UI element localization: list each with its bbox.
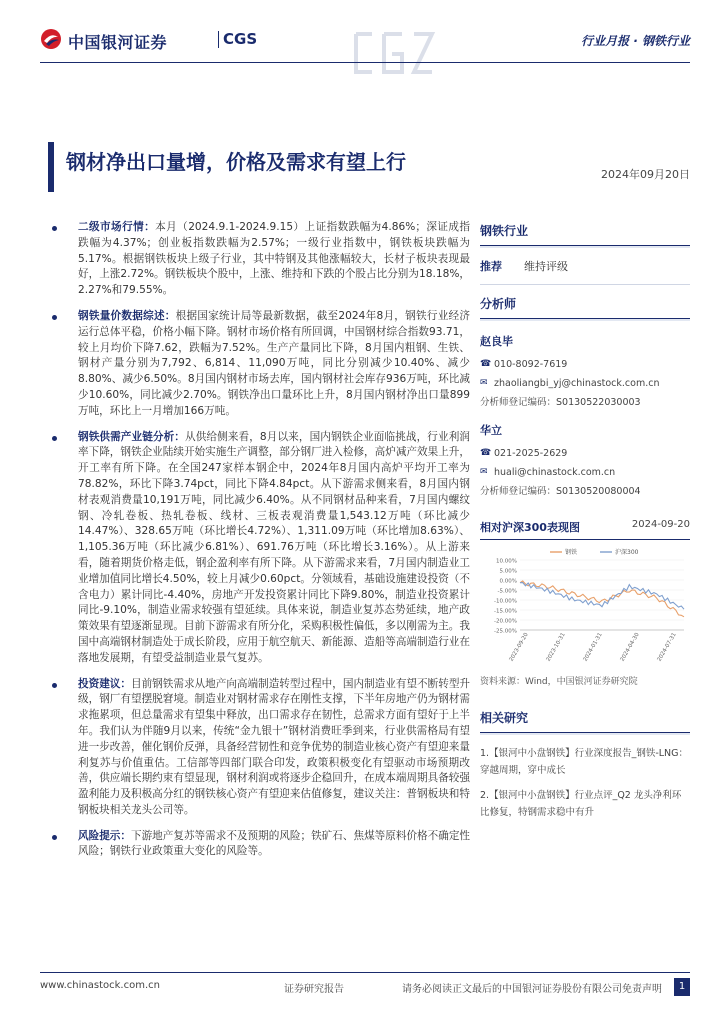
header-divider — [40, 62, 690, 63]
analyst-email[interactable] — [480, 374, 690, 393]
bullet-heading: 二级市场行情： — [78, 221, 156, 233]
related-item[interactable]: 1.【银河中小盘钢铁】行业深度报告_钢铁-LNG：穿越周期，穿中成长 — [480, 748, 689, 776]
bullet-text: 从供给侧来看，8月以来，国内钢铁企业面临挑战，行业利润率下降，钢铁企业陆续开始实施生产调整，部分钢厂进入检修，高炉减产效果上升，开工率有所下降。在全国247家样本钢企中，2024年8月国内高炉平均开工率为78.82%，环比下降3.74pct，同比下降4.84pct。从下游需求侧来看，8月国内钢材表观消费量10,191万吨，同比减少6.40%。从不同钢材品种来看，7月国内螺纹钢、冷轧卷板、热轧卷板、线材、三板表观消费量1,543.12万吨（环比减少14.47%）、328.65万吨（环比增长4.72%）、1,311.09万吨（环比增加8.63%）、1,105.36万吨（环比减少6.81%）、691.76万吨（环比增长3.16%）。从上游来看，随着期货价格走低，钢企盈利率有所下降。从下游需求来看，7月国内制造业工业增加值同比增长4.50%，较上月减少0.60pct。分领域看，基础设施建设投资（不含电力）累计同比-4.40%，房地产开发投资累计同比下降9.80%，制造业投资累计同比-9.10%，制造业需求较强有望延续。具体来说，制造业复苏态势延续，地产政策效果有望逐渐显现。目前下游需求有所分化，采购积极性偏低，多以刚需为主。我国中高端钢材制造处于成长阶段，应用于航空航天、新能源、造船等高端制造行业在落地发展期，有望受益制造业景气复苏。 — [78, 430, 470, 664]
chart-x-tick-label: 2024-07-31 — [656, 632, 678, 663]
bullet-heading: 钢铁供需产业链分析： — [78, 430, 186, 443]
chart-y-tick-label: 5.00% — [499, 568, 517, 575]
report-type-label: 行业月报 · 钢铁行业 — [581, 34, 690, 48]
analyst-card — [480, 422, 690, 501]
chart-date: 2024-09-20 — [631, 519, 690, 530]
chart-y-tick-label: -25.00% — [494, 628, 517, 635]
analyst-name: 赵良毕 — [480, 335, 513, 348]
phone-number: 010-8092-7619 — [494, 359, 568, 370]
summary-bullet-risk — [46, 829, 470, 861]
summary-bullet-market — [46, 220, 470, 299]
footer-report-label: 证券研究报告 — [284, 984, 344, 995]
bullet-dot-icon — [52, 226, 57, 231]
chart-header — [480, 519, 690, 540]
related-list — [480, 745, 690, 821]
chart-y-tick-label: -10.00% — [494, 598, 517, 605]
chart-legend-label: 钢铁 — [565, 549, 578, 556]
related-item[interactable]: 2.【银河中小盘钢铁】行业点评_Q2 龙头净利环比修复，特钢需求稳中有升 — [480, 790, 682, 818]
cgs-logo-icon — [40, 28, 62, 50]
analyst-phone — [480, 444, 690, 463]
rating-row — [480, 258, 690, 285]
sidebar — [480, 222, 690, 829]
rating-value: 维持评级 — [524, 260, 568, 273]
bullet-text: 目前钢铁需求从地产向高端制造转型过程中，国内制造业有望不断转型升级，钢厂有望摆脱窘境。制造业对钢材需求存在刚性支撑，下半年房地产仍为钢材需求拖累项，但总量需求有望集中释放，出口需求存在韧性，总需求方面有望好于上半年。我们认为伴随9月以来，传统“金九银十”钢材消费旺季到来，行业供需格局有望进一步改善，催化钢价反弹，具备经营韧性和竞争优势的制造业核心资产有望迎来量利复苏与价值重估。工信部等四部门联合印发，政策积极变化有望驱动市场预期改善，供应端长期约束有望显现，钢材利润或将逐步企稳回升，在成本端周期具备较强盈利能力及积极高分红的钢铁核心资产有望迎来估值修复，建议关注：普钢板块和特钢板块相关龙头公司等。 — [78, 677, 471, 816]
summary-bullet-investment — [46, 677, 470, 819]
footer-disclaimer: 请务必阅读正文最后的中国银河证券股份有限公司免责声明 — [402, 984, 662, 995]
bullet-dot-icon — [52, 683, 57, 688]
chart-y-tick-label: 10.00% — [496, 558, 517, 565]
analyst-phone — [480, 355, 690, 374]
phone-icon: ☎ — [480, 448, 492, 458]
chart-y-tick-label: 0.00% — [499, 578, 517, 585]
logo-english-name: CGS — [223, 30, 258, 48]
title-accent-bar — [48, 142, 54, 192]
chart-x-tick-label: 2024-04-30 — [619, 632, 641, 663]
page-header — [40, 24, 690, 58]
phone-icon: ☎ — [480, 359, 492, 369]
email-icon: ✉ — [480, 378, 488, 388]
logo-divider — [218, 31, 219, 48]
bullet-dot-icon — [52, 835, 57, 840]
chart-x-tick-label: 2023-10-31 — [545, 632, 567, 663]
industry-heading: 钢铁行业 — [480, 222, 690, 246]
report-date: 2024年09月20日 — [601, 168, 690, 181]
chart-series-line-steel — [520, 581, 684, 617]
chart-y-tick-label: -15.00% — [494, 608, 517, 615]
logo-chinese-name: 中国银河证券 — [68, 33, 168, 52]
chart-source: 资料来源：Wind，中国银河证券研究院 — [480, 677, 638, 687]
relative-performance-chart — [480, 544, 690, 670]
summary-bullet-volume-price — [46, 309, 470, 420]
chart-y-tick-label: -5.00% — [497, 588, 517, 595]
analyst-name: 华立 — [480, 424, 502, 437]
summary-bullet-supply-demand — [46, 430, 470, 667]
analyst-cert: 分析师登记编码：S0130520080004 — [480, 486, 641, 497]
chart-x-tick-label: 2023-09-20 — [508, 632, 530, 663]
page-number: 1 — [674, 978, 690, 996]
bullet-text: 根据国家统计局等最新数据，截至2024年8月，钢铁行业经济运行总体平稳，价格小幅下降。钢材市场价格有所回调，中国钢材综合指数93.71，较上月均价下降7.62，跌幅为7.52%。生产产量同比下降，8月国内粗钢、生铁、钢材产量分别为7,792、6,814、11,090万吨，同比分别减少10.40%、减少8.80%、减少6.50%。8月国内钢材市场去库，国内钢材社会库存936万吨，环比减少10.60%，同比减少2.70%。钢铁净出口量环比上升，8月国内钢材净出口量899万吨，环比上一月增加166万吨。 — [78, 309, 471, 417]
related-heading: 相关研究 — [480, 709, 690, 733]
rating-label: 推荐 — [480, 260, 502, 273]
bullet-dot-icon — [52, 436, 57, 441]
chart-legend-label: 沪深300 — [615, 549, 639, 556]
bullet-heading: 钢铁量价数据综述： — [78, 309, 176, 322]
chart-y-tick-label: -20.00% — [494, 618, 517, 625]
footer-divider — [40, 972, 690, 973]
bullet-dot-icon — [52, 315, 57, 320]
bullet-text: 本月（2024.9.1-2024.9.15）上证指数跌幅为4.86%；深证成指跌幅为4.37%；创业板指数跌幅为2.57%；一级行业指数中，钢铁板块跌幅为5.17%。根据钢铁板块上级子行业，其中特钢及其他涨幅较大，长材子板块表现最好，上涨2.72%。钢铁板块个股中，上涨、维持和下跌的个股占比分别为18.18%，2.27%和79.55%。 — [78, 221, 470, 297]
page-footer — [40, 978, 690, 996]
bullet-text: 下游地产复苏等需求不及预期的风险；铁矿石、焦煤等原料价格不确定性风险；钢铁行业政策重大变化的风险等。 — [78, 829, 471, 858]
chart-svg — [480, 544, 690, 670]
bullet-heading: 风险提示： — [78, 829, 131, 842]
summary-section — [46, 220, 470, 870]
report-title: 钢材净出口量增，价格及需求有望上行 — [66, 150, 406, 174]
bullet-heading: 投资建议： — [78, 677, 131, 690]
email-address[interactable]: huali@chinastock.com.cn — [494, 467, 616, 478]
analyst-heading: 分析师 — [480, 295, 690, 319]
footer-url[interactable]: www.chinastock.com.cn — [40, 980, 160, 991]
analyst-email[interactable] — [480, 463, 690, 482]
cgs-watermark-icon — [352, 28, 450, 78]
chart-title: 相对沪深300表现图 — [480, 521, 580, 534]
analyst-cert: 分析师登记编码：S0130522030003 — [480, 397, 641, 408]
phone-number: 021-2025-2629 — [494, 448, 568, 459]
email-address[interactable]: zhaoliangbi_yj@chinastock.com.cn — [494, 378, 660, 389]
email-icon: ✉ — [480, 467, 488, 477]
chart-series-line-hs300 — [520, 583, 684, 610]
chart-x-tick-label: 2024-01-31 — [582, 632, 604, 663]
analyst-card — [480, 333, 690, 412]
